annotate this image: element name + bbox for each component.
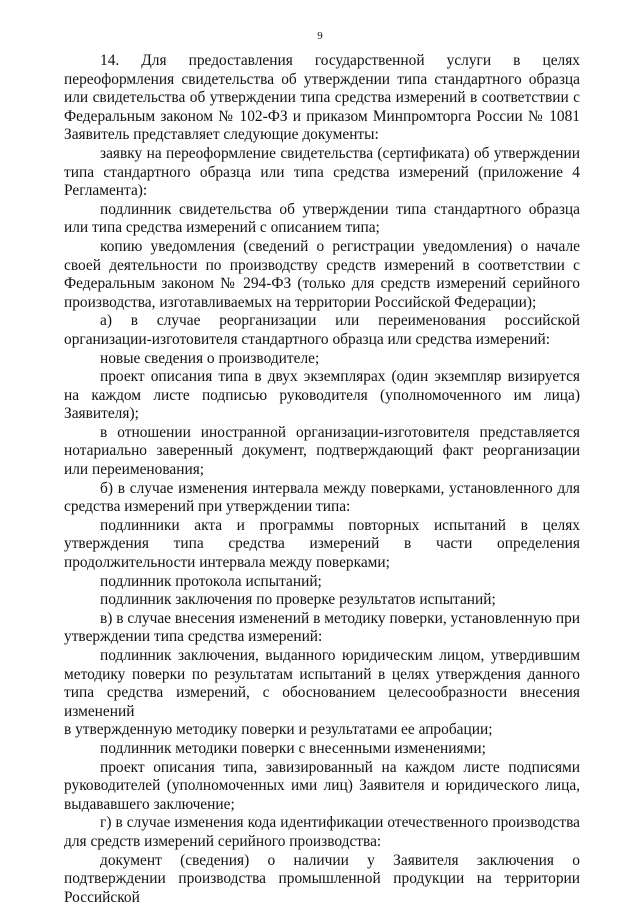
paragraph-production-document: документ (сведения) о наличии у Заявителя заключения о подтверждении производства промышленной продукции на территории Российской [64,851,580,906]
document-body [64,52,580,907]
paragraph-item-g: г) в случае изменения кода идентификации отечественного производства для средств измерений серийного производства: [64,814,580,850]
paragraph-method-continuation: в утвержденную методику поверки и результатами ее апробации; [64,721,493,739]
paragraph-verification-method: подлинник методики поверки с внесенными изменениями; [100,739,486,757]
paragraph-legal-conclusion: подлинник заключения, выданного юридическим лицом, утвердившим методику поверки по результатам испытаний в целях утверждения данного типа средства измерений, с обоснованием целесообразности внесения изменений [64,647,580,720]
paragraph-new-info: новые сведения о производителе; [100,349,320,367]
paragraph-test-conclusion: подлинник заключения по проверке результатов испытаний; [100,591,496,609]
paragraph-item-a: а) в случае реорганизации или переименования российской организации-изготовителя стандартного образца или средства измерений: [64,312,580,348]
paragraph-type-description-draft: проект описания типа в двух экземплярах (один экземпляр визируется на каждом листе подписью руководителя (уполномоченного им лица) Заявителя); [64,368,580,423]
paragraph-original-certificate: подлинник свидетельства об утверждении типа стандартного образца или типа средства измерений с описанием типа; [64,200,580,237]
paragraph-14-intro: 14. Для предоставления государственной услуги в целях переоформления свидетельства об утверждении типа стандартного образца или свидетельства об утверждении типа средства измерений в соответствии с Федеральным законом № 102-ФЗ и приказом Минпромторга России № 1081 Заявитель представляет следующие документы: [64,52,580,144]
paragraph-item-b: б) в случае изменения интервала между поверками, установленного для средства измерений при утверждении типа: [64,479,580,516]
paragraph-test-act: подлинники акта и программы повторных испытаний в целях утверждения типа средства измерений в части определения продолжительности интервала между поверками; [64,516,580,572]
paragraph-foreign-org: в отношении иностранной организации-изготовителя представляется нотариально заверенный документ, подтверждающий факт реорганизации или переименования; [64,423,580,479]
paragraph-application: заявку на переоформление свидетельства (сертификата) об утверждении типа стандартного образца или типа средства измерений (приложение 4 Регламента): [64,144,580,200]
paragraph-notification-copy: копию уведомления (сведений о регистрации уведомления) о начале своей деятельности по производству средств измерений в соответствии с Федеральным законом № 294-ФЗ (только для средств измерений серийного производства, изготавливаемых на территории Российской Федерации); [64,237,580,311]
paragraph-signed-draft: проект описания типа, завизированный на каждом листе подписями руководителей (уполномоченных ими лиц) Заявителя и юридического лица, выдававшего заключение; [64,758,580,813]
paragraph-test-protocol: подлинник протокола испытаний; [100,572,322,590]
page-number: 9 [317,30,323,42]
paragraph-item-v: в) в случае внесения изменений в методику поверки, установленную при утверждении типа средства измерений: [64,609,580,646]
